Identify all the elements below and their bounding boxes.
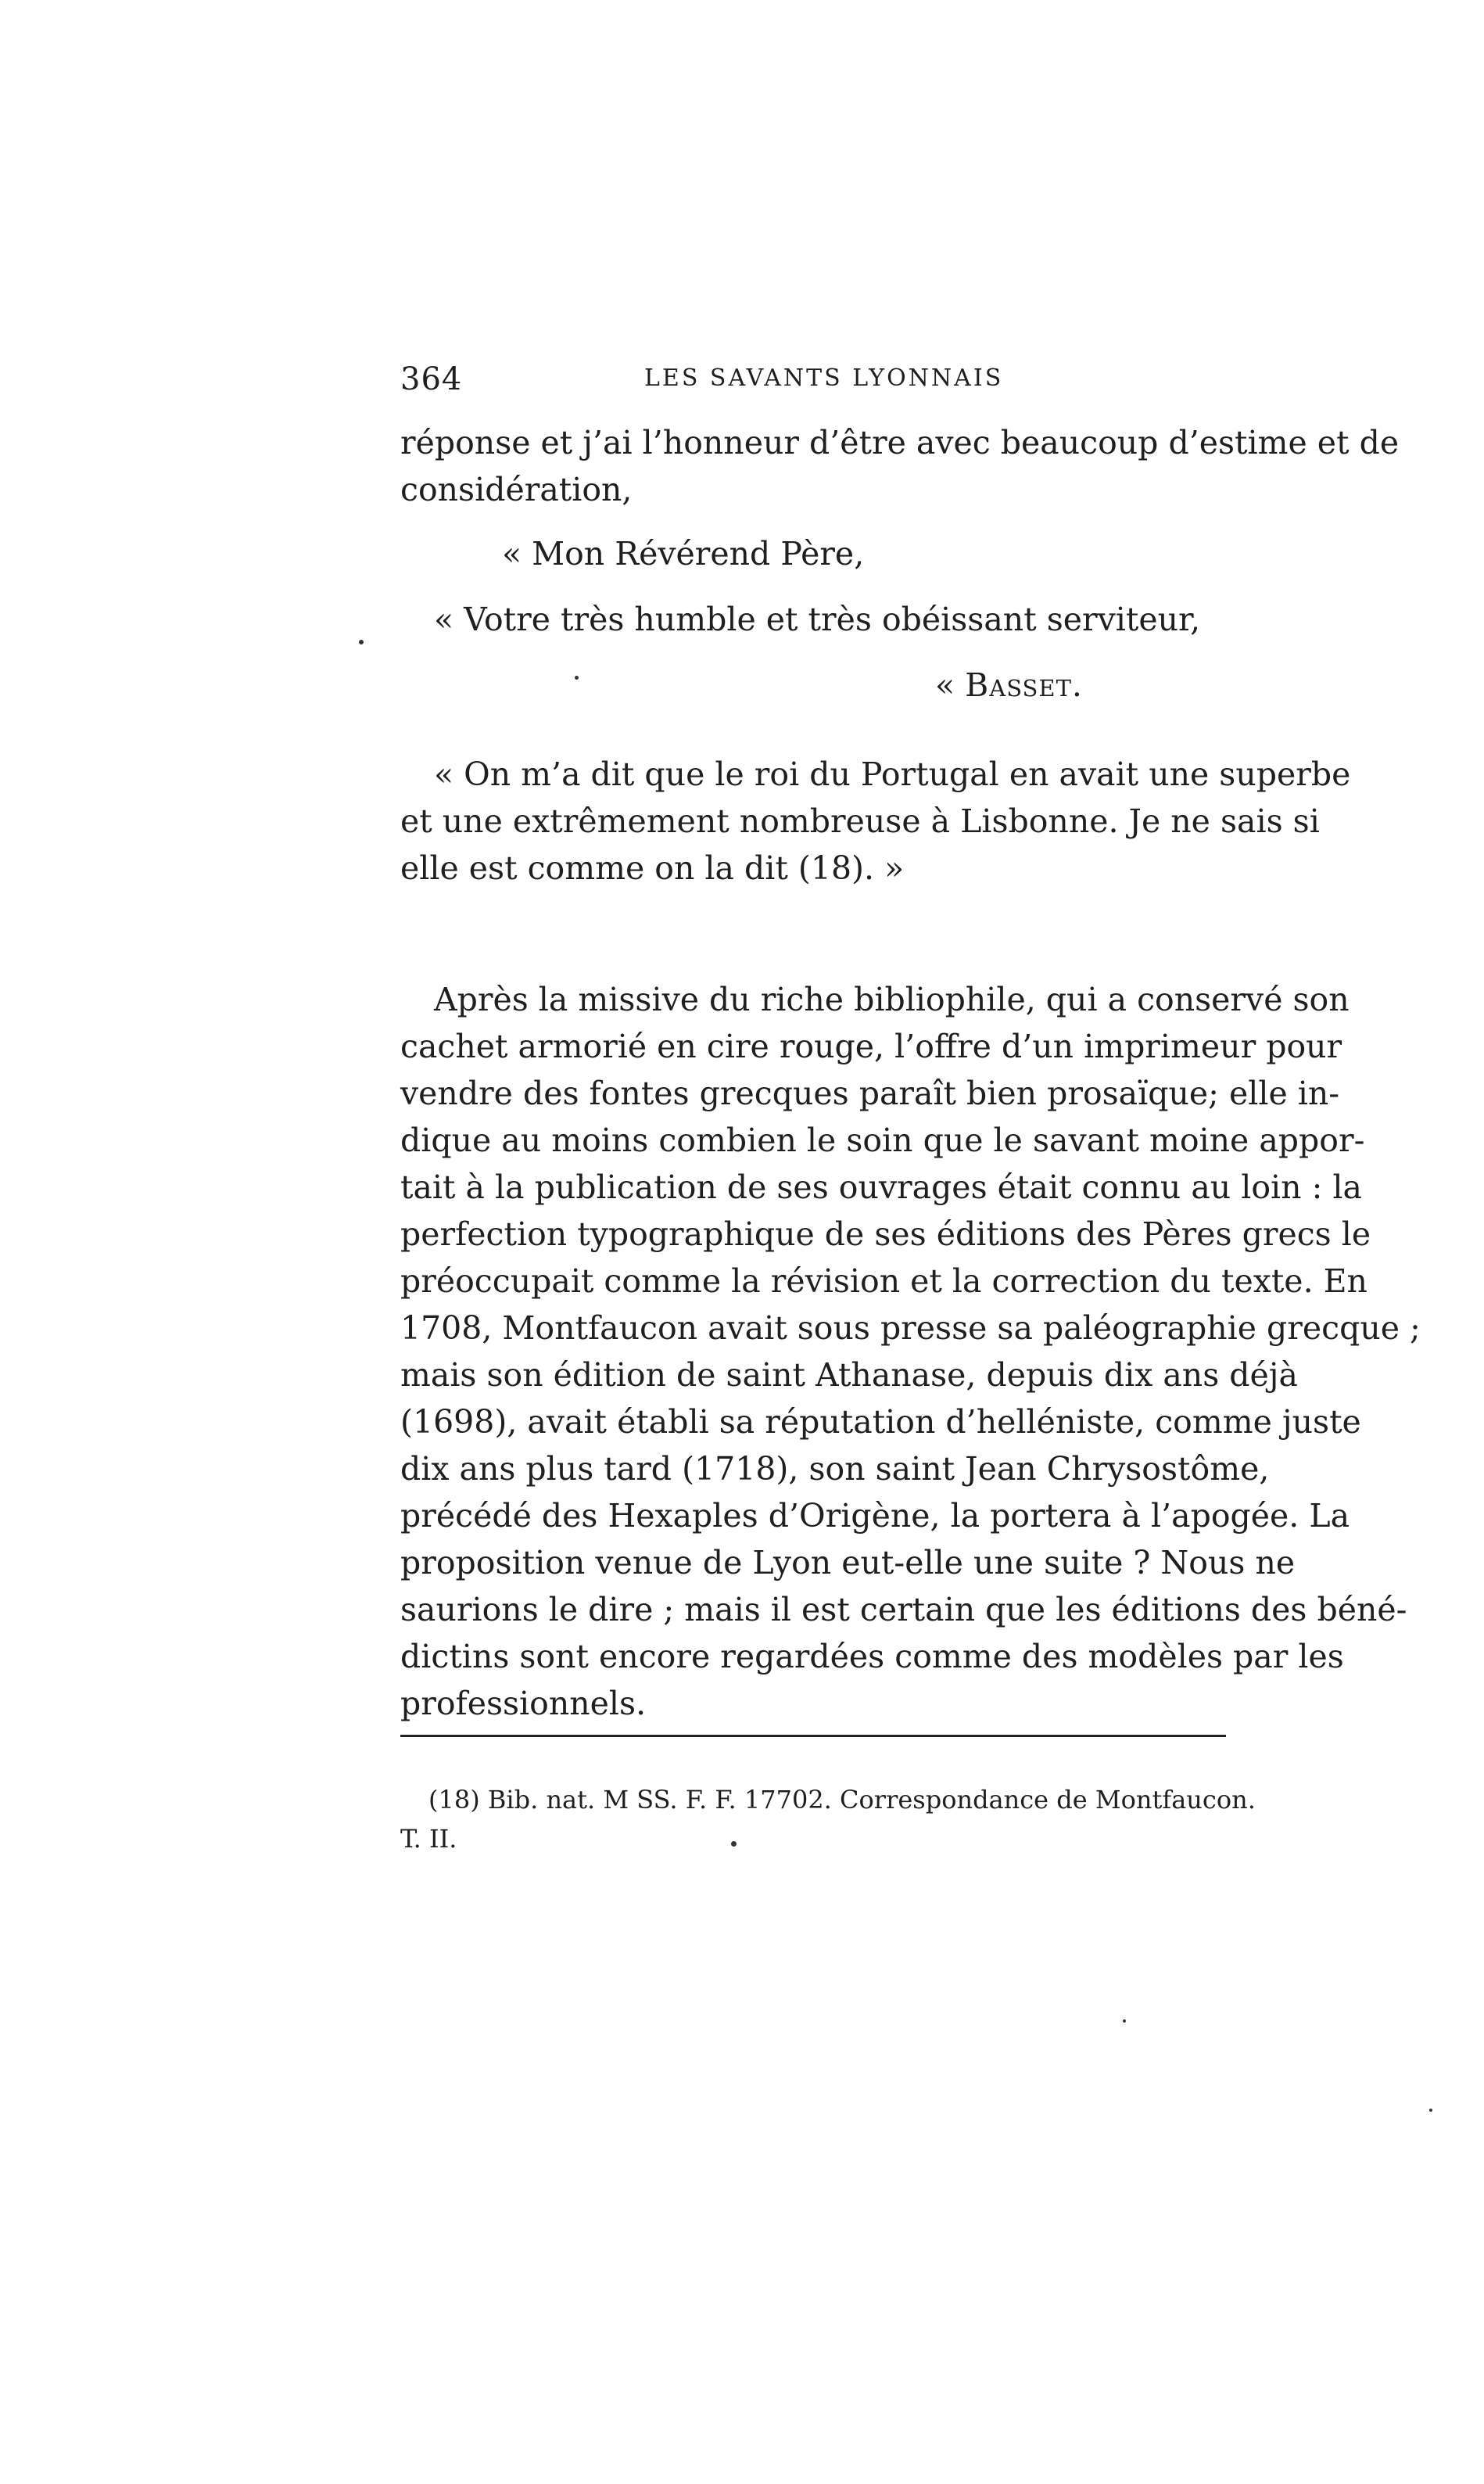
letter-signature	[935, 662, 1226, 709]
paragraph-line: dictins sont encore regardées comme des modèles par les	[400, 1638, 1344, 1675]
paragraph-line: dix ans plus tard (1718), son saint Jean Chrysostôme,	[400, 1450, 1270, 1488]
ink-speck	[1123, 2019, 1126, 2023]
signature-name: Basset.	[965, 666, 1083, 704]
paragraph-line: saurions le dire ; mais il est certain que les éditions des béné-	[400, 1591, 1407, 1628]
letter-line-1: réponse et j’ai l’honneur d’être avec beaucoup d’estime et de	[400, 424, 1400, 461]
letter-salutation: « Mon Révérend Père,	[502, 535, 865, 573]
paragraph-line: mais son édition de saint Athanase, depuis dix ans déjà	[400, 1356, 1298, 1394]
footnote-line-2: T. II.	[400, 1824, 457, 1854]
ink-speck	[575, 676, 579, 680]
paragraph-line: préoccupait comme la révision et la correction du texte. En	[400, 1262, 1368, 1300]
running-head: LES SAVANTS LYONNAIS	[644, 364, 1004, 392]
ink-speck	[1429, 2109, 1432, 2112]
postscript-line-3: elle est comme on la dit (18). »	[400, 849, 905, 887]
postscript-line-2: et une extrêmement nombreuse à Lisbonne. Je ne sais si	[400, 802, 1320, 840]
paragraph-line: vendre des fontes grecques paraît bien prosaïque; elle in-	[400, 1075, 1340, 1112]
paragraph-line: perfection typographique de ses éditions des Pères grecs le	[400, 1215, 1371, 1253]
paragraph-line: précédé des Hexaples d’Origène, la portera à l’apogée. La	[400, 1497, 1350, 1535]
letter-line-2: considération,	[400, 471, 633, 508]
paragraph-line: cachet armorié en cire rouge, l’offre d’un imprimeur pour	[400, 1028, 1342, 1065]
paragraph-line: Après la missive du riche bibliophile, qui a conservé son	[434, 981, 1350, 1018]
paragraph-line: proposition venue de Lyon eut-elle une suite ? Nous ne	[400, 1544, 1296, 1581]
page-header	[400, 361, 1226, 402]
paragraph-line: tait à la publication de ses ouvrages était connu au loin : la	[400, 1168, 1362, 1206]
page-number: 364	[400, 361, 463, 397]
footnote-line-1: (18) Bib. nat. M SS. F. F. 17702. Correspondance de Montfaucon.	[428, 1785, 1256, 1815]
paragraph-line: dique au moins combien le soin que le savant moine appor-	[400, 1122, 1365, 1159]
signature-quote: «	[935, 666, 966, 704]
paragraph-line: 1708, Montfaucon avait sous presse sa paléographie grecque ;	[400, 1309, 1421, 1347]
postscript-line-1: « On m’a dit que le roi du Portugal en avait une superbe	[434, 756, 1351, 793]
paragraph-line: (1698), avait établi sa réputation d’helléniste, comme juste	[400, 1403, 1361, 1441]
paragraph-line: professionnels.	[400, 1685, 647, 1722]
ink-speck	[359, 640, 364, 644]
ink-speck	[731, 1841, 737, 1847]
footnote-rule	[400, 1735, 1226, 1737]
letter-closing: « Votre très humble et très obéissant serviteur,	[434, 601, 1201, 638]
